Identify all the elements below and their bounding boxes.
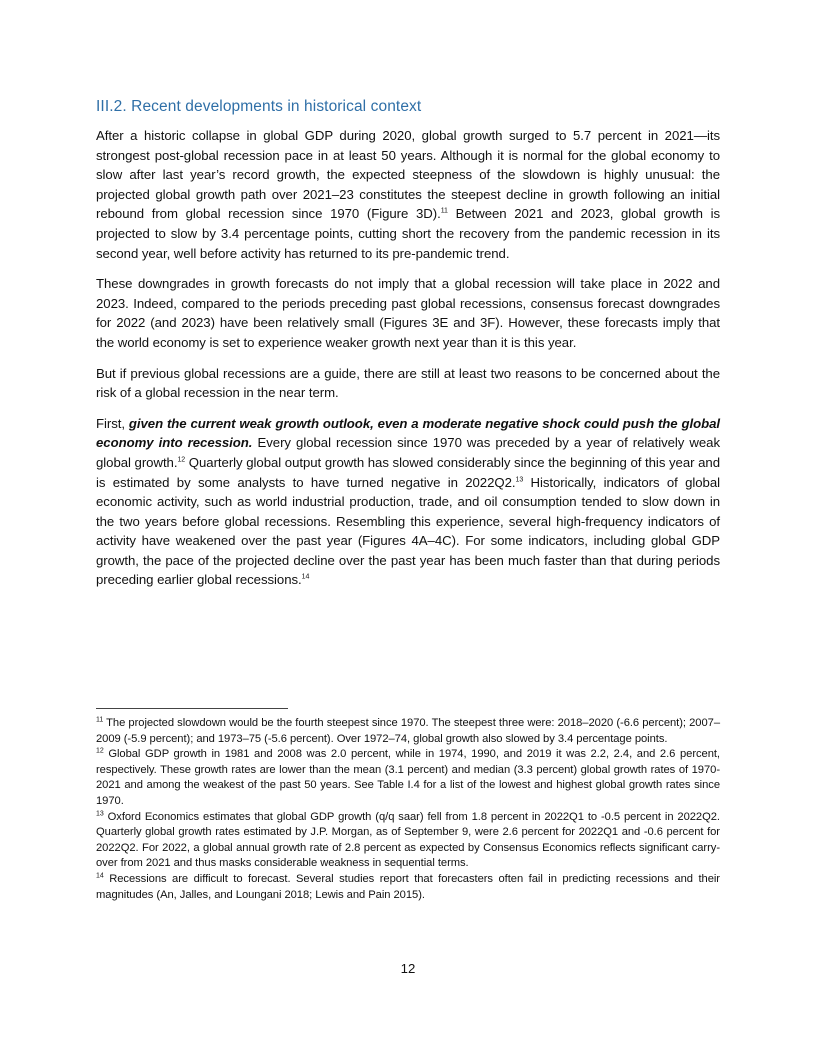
footnote-ref-12[interactable]: 12 xyxy=(177,456,186,464)
footnote-number: 11 xyxy=(96,716,104,724)
footnote-ref-13[interactable]: 13 xyxy=(515,476,524,484)
footnote-text: Oxford Economics estimates that global GDP growth (q/q saar) fell from 1.8 percent in 2022Q1 to -0.5 percent in 2022Q2. Quarterly global growth rates estimated by J.P. Morgan, as of September 9, were 2.6 percent for 2022Q1 and -0.6 percent for 2022Q2. For 2022, a global annual growth rate of 2.8 percent as expected by Consensus Economics reflects significant carry-over from 2021 and thus masks considerable weakness in sequential terms. xyxy=(96,810,720,870)
main-content xyxy=(96,97,720,601)
paragraph-4 xyxy=(96,414,720,590)
footnote-text: The projected slowdown would be the fourth steepest since 1970. The steepest three were: 2018–2020 (-6.6 percent); 2007–2009 (-5.9 percent); and 1973–75 (-5.6 percent). Over 1972–74, global growth also slowed by 3.4 percentage points. xyxy=(96,717,720,745)
paragraph-4-text-a: Every global recession since 1970 was preceded by a year of relatively weak global growth. xyxy=(96,435,720,470)
footnotes xyxy=(96,716,720,903)
footnote-divider xyxy=(96,708,288,709)
page-number: 12 xyxy=(400,961,416,976)
footnote-text: Global GDP growth in 1981 and 2008 was 2.0 percent, while in 1974, 1990, and 2019 it was 2.2, 2.4, and 2.6 percent, respectively. These growth rates are lower than the mean (3.1 percent) and median (3.3 percent) global growth rates of 1970-2021 and among the weakest of the past 50 years. See Table I.4 for a list of the lowest and highest global growth rates since 1970. xyxy=(96,748,720,807)
paragraph-4-lead: First, xyxy=(96,415,129,431)
paragraph-4-text-c: Historically, indicators of global economic activity, such as world industrial production, trade, and oil consumption tended to slow down in the two years before global recessions. Resembling this experience, several high-frequency indicators of activity have weakened over the past year (Figures 4A–4C). For some indicators, including global GDP growth, the pace of the projected decline over the past year has been much faster than that during periods preceding earlier global recessions. xyxy=(96,474,720,588)
paragraph-3: But if previous global recessions are a guide, there are still at least two reasons to be concerned about the risk of a global recession in the near term. xyxy=(96,365,720,401)
footnote-number: 14 xyxy=(96,872,104,880)
footnote-text: Recessions are difficult to forecast. Several studies report that forecasters often fail in predicting recessions and their magnitudes (An, Jalles, and Loungani 2018; Lewis and Pain 2015). xyxy=(96,872,720,901)
paragraph-4-emphasis: given the current weak growth outlook, even a moderate negative shock could push the global economy into recession. xyxy=(96,415,720,451)
footnote-13 xyxy=(96,810,720,872)
footnote-ref-11[interactable]: 11 xyxy=(440,207,448,215)
footnote-12 xyxy=(96,747,720,809)
section-heading: III.2. Recent developments in historical context xyxy=(96,98,422,115)
footnote-11 xyxy=(96,716,720,747)
footnote-number: 13 xyxy=(96,809,104,817)
paragraph-1-text-b: Between 2021 and 2023, global growth is projected to slow by 3.4 percentage points, cutting short the recovery from the pandemic recession in its second year, well before activity has returned to its pre-pandemic trend. xyxy=(96,206,720,261)
paragraph-4-text-b: Quarterly global output growth has slowed considerably since the beginning of this year and is estimated by some analysts to have turned negative in 2022Q2. xyxy=(96,454,720,490)
paragraph-1-text: After a historic collapse in global GDP during 2020, global growth surged to 5.7 percent in 2021—its strongest post-global recession pace in at least 50 years. Although it is normal for the global economy to slow after last year’s record growth, the expected steepness of the slowdown is highly unusual: the projected global growth path over 2021–23 constitutes the steepest decline in growth following an initial rebound from global recession since 1970 (Figure 3D). xyxy=(96,128,720,222)
footnote-number: 12 xyxy=(96,747,104,755)
footnote-ref-14[interactable]: 14 xyxy=(301,574,310,582)
footnote-14 xyxy=(96,872,720,903)
paragraph-1 xyxy=(96,126,720,263)
paragraph-2: These downgrades in growth forecasts do not imply that a global recession will take place in 2022 and 2023. Indeed, compared to the periods preceding past global recessions, consensus forecast downgrades for 2022 (and 2023) have been relatively small (Figures 3E and 3F). However, these forecasts imply that the world economy is set to experience weaker growth next year than it is this year. xyxy=(96,276,720,350)
